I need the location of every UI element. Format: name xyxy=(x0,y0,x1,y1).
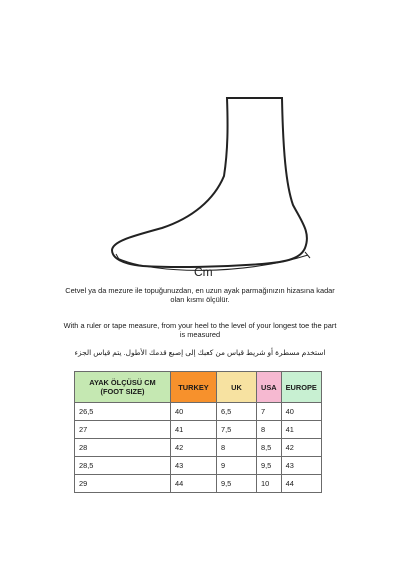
header-foot-size: AYAK ÖLÇÜSÜ CM (FOOT SIZE) xyxy=(75,372,171,403)
cell-foot-size: 28 xyxy=(75,439,171,457)
cell-usa: 9,5 xyxy=(257,457,282,475)
cell-foot-size: 29 xyxy=(75,475,171,493)
table-row xyxy=(75,439,322,457)
instruction-english: With a ruler or tape measure, from your heel to the level of your longest toe the part is measured xyxy=(63,321,337,340)
foot-outline xyxy=(112,98,307,267)
cell-uk: 7,5 xyxy=(217,421,257,439)
cell-usa: 10 xyxy=(257,475,282,493)
cell-usa: 8 xyxy=(257,421,282,439)
cell-europe: 44 xyxy=(281,475,321,493)
table-row xyxy=(75,475,322,493)
header-turkey: TURKEY xyxy=(171,372,217,403)
cm-label: Cm xyxy=(194,265,213,279)
cell-europe: 43 xyxy=(281,457,321,475)
header-usa: USA xyxy=(257,372,282,403)
size-chart-header-row xyxy=(75,372,322,403)
cell-europe: 41 xyxy=(281,421,321,439)
header-europe: EUROPE xyxy=(281,372,321,403)
cell-turkey: 40 xyxy=(171,403,217,421)
cell-europe: 42 xyxy=(281,439,321,457)
cell-uk: 9,5 xyxy=(217,475,257,493)
cell-foot-size: 27 xyxy=(75,421,171,439)
cell-turkey: 44 xyxy=(171,475,217,493)
cell-turkey: 43 xyxy=(171,457,217,475)
table-row xyxy=(75,457,322,475)
table-row xyxy=(75,421,322,439)
cell-europe: 40 xyxy=(281,403,321,421)
cell-turkey: 42 xyxy=(171,439,217,457)
heel-tick xyxy=(305,252,310,258)
table-row xyxy=(75,403,322,421)
size-chart-table xyxy=(74,371,322,493)
cell-uk: 8 xyxy=(217,439,257,457)
cell-usa: 7 xyxy=(257,403,282,421)
header-uk: UK xyxy=(217,372,257,403)
cell-foot-size: 28,5 xyxy=(75,457,171,475)
cell-foot-size: 26,5 xyxy=(75,403,171,421)
cell-usa: 8,5 xyxy=(257,439,282,457)
cell-uk: 9 xyxy=(217,457,257,475)
cell-turkey: 41 xyxy=(171,421,217,439)
instruction-arabic: استخدم مسطرة أو شريط قياس من كعبك إلى إصبع قدمك الأطول. يتم قياس الجزء xyxy=(74,348,326,357)
cell-uk: 6,5 xyxy=(217,403,257,421)
instruction-turkish: Cetvel ya da mezure ile topuğunuzdan, en uzun ayak parmağınızın hizasına kadar olan kısmı ölçülür. xyxy=(65,286,335,305)
